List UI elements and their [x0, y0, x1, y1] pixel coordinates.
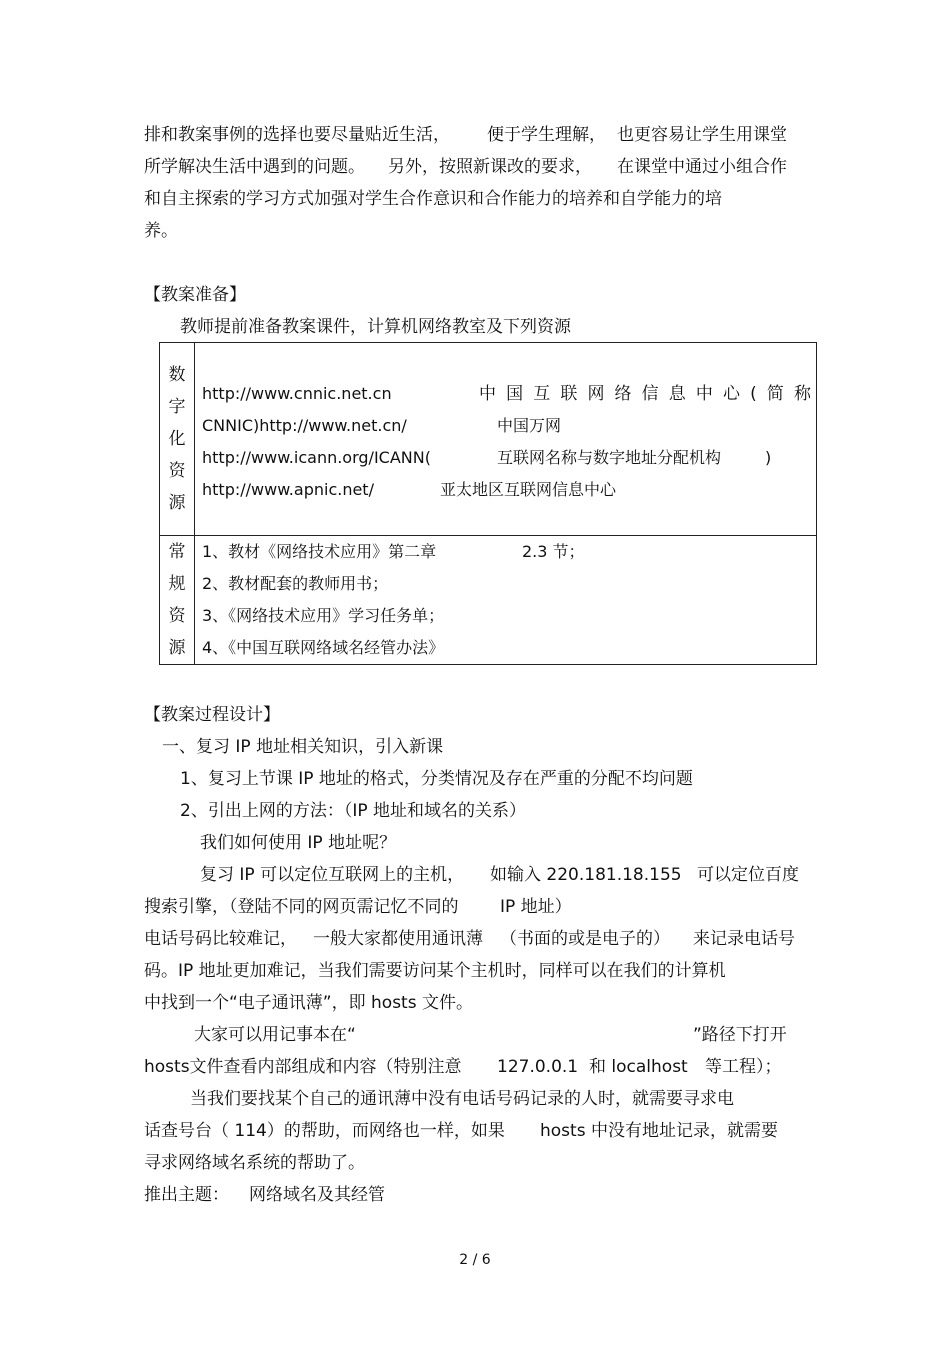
para-7b: 127.0.0.1: [497, 1057, 579, 1077]
para-3c: （书面的或是电子的）: [500, 929, 670, 949]
para-3a: 电话号码比较难记，: [144, 929, 297, 949]
topic-title: 网络域名及其经管: [249, 1185, 385, 1205]
regular-resources-cell: [195, 536, 817, 665]
section-1-title: 一、复习 IP 地址相关知识，引入新课: [162, 737, 444, 757]
regular-item-1-section: 2.3 节；: [522, 542, 585, 561]
step-1: 1、复习上节课 IP 地址的格式，分类情况及存在严重的分配不均问题: [180, 769, 693, 789]
para-2b: IP 地址）: [500, 897, 572, 917]
resource-desc-apnic: 亚太地区互联网信息中心: [440, 480, 617, 499]
para-5: 中找到一个“电子通讯薄”，即 hosts 文件。: [144, 993, 473, 1013]
intro-line-2c: 在课堂中通过小组合作: [617, 157, 787, 177]
topic-label: 推出主题：: [144, 1185, 229, 1205]
para-1a: 复习 IP 可以定位互联网上的主机，: [200, 865, 465, 885]
para-9a: 话查号台（ 114）的帮助，而网络也一样，如果: [144, 1121, 505, 1141]
intro-line-1c: 也更容易让学生用课堂: [617, 125, 787, 145]
process-heading: 【教案过程设计】: [144, 705, 280, 725]
para-7c: 和 localhost: [589, 1057, 688, 1077]
resource-url-apnic: http://www.apnic.net/: [202, 480, 374, 499]
digital-resources-row: [160, 343, 817, 536]
prep-subtext: 教师提前准备教案课件，计算机网络教室及下列资源: [180, 317, 571, 337]
para-6a: 大家可以用记事本在“: [194, 1025, 356, 1045]
para-9b: hosts 中没有地址记录，就需要: [540, 1121, 778, 1141]
para-10: 寻求网络域名系统的帮助了。: [144, 1153, 365, 1173]
resource-url-icann: http://www.icann.org/ICANN(: [202, 448, 431, 467]
resource-desc-netcn: 中国万网: [497, 416, 562, 435]
para-2a: 搜索引擎，（登陆不同的网页需记忆不同的: [144, 897, 459, 917]
para-6b: ”路径下打开: [693, 1025, 787, 1045]
para-8: 当我们要找某个自己的通讯薄中没有电话号码记录的人时，就需要寻求电: [190, 1089, 734, 1109]
para-7d: 等工程）；: [705, 1057, 782, 1077]
regular-item-2: 2、教材配套的教师用书；: [202, 574, 389, 593]
para-3b: 一般大家都使用通讯薄: [313, 929, 483, 949]
intro-line-4: 养。: [144, 221, 178, 241]
resource-desc-icann-close: ): [765, 448, 772, 467]
intro-line-2a: 所学解决生活中遇到的问题。: [144, 157, 365, 177]
para-3d: 来记录电话号: [693, 929, 795, 949]
resource-url-cnnic: http://www.cnnic.net.cn: [202, 384, 392, 403]
resource-table: [159, 342, 817, 665]
regular-resources-row: [160, 536, 817, 665]
intro-line-1b: 便于学生理解，: [487, 125, 606, 145]
para-4: 码。IP 地址更加难记，当我们需要访问某个主机时，同样可以在我们的计算机: [144, 961, 726, 981]
intro-line-1-a: 排和教案事例的选择也要尽量贴近生活，: [144, 125, 450, 145]
resource-desc-icann: 互联网名称与数字地址分配机构: [497, 448, 722, 467]
intro-line-2b: 另外，按照新课改的要求，: [388, 157, 592, 177]
regular-item-1: 1、教材《网络技术应用》第二章: [202, 542, 437, 561]
prep-heading: 【教案准备】: [144, 285, 246, 305]
regular-item-3: 3、《网络技术应用》学习任务单；: [202, 606, 445, 625]
step-2: 2、引出上网的方法：（IP 地址和域名的关系）: [180, 801, 526, 821]
intro-line-3: 和自主探索的学习方式加强对学生合作意识和合作能力的培养和自学能力的培: [144, 189, 722, 209]
resource-desc-cnnic: 中 国 互 联 网 络 信 息 中 心 ( 简 称: [479, 384, 811, 404]
resource-url-netcn: CNNIC)http://www.net.cn/: [202, 416, 407, 435]
regular-item-4: 4、《中国互联网络域名经管办法》: [202, 638, 445, 657]
digital-resources-label: 数 字 化 资 源: [160, 343, 195, 536]
para-1b: 如输入 220.181.18.155: [490, 865, 682, 885]
digital-resources-cell: [195, 343, 817, 536]
page-number: 2 / 6: [459, 1252, 491, 1268]
para-7a: hosts文件查看内部组成和内容（特别注意: [144, 1057, 462, 1077]
intro-line-1: [144, 124, 450, 146]
para-1c: 可以定位百度: [697, 865, 799, 885]
regular-resources-label: 常 规 资 源: [160, 536, 195, 665]
question-1: 我们如何使用 IP 地址呢？: [200, 833, 397, 853]
